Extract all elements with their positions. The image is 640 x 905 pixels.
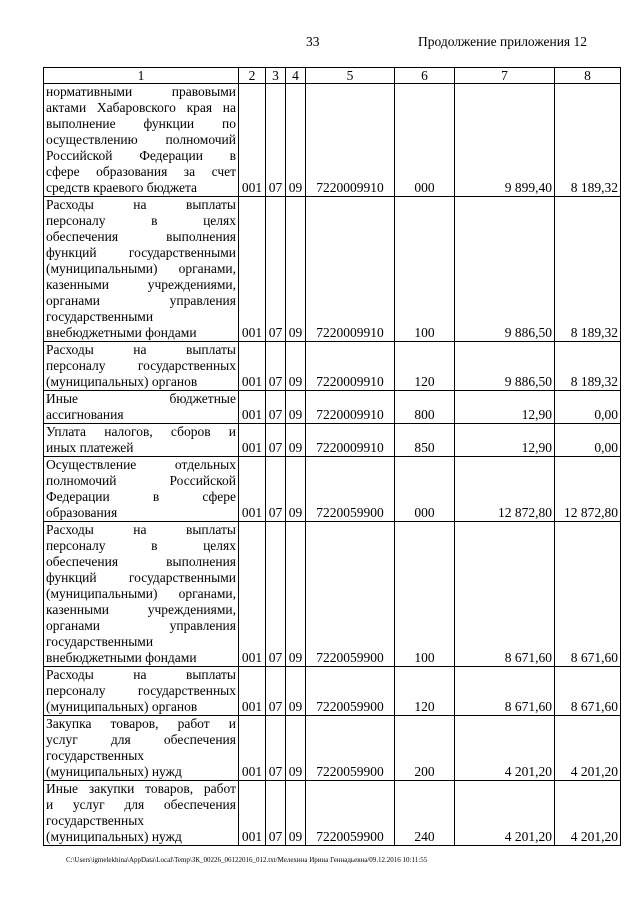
column-number-2: 2: [239, 68, 266, 84]
table-row: [44, 781, 621, 846]
amount-executed: 4 201,20: [555, 716, 621, 781]
amount-planned: 8 671,60: [455, 522, 555, 667]
description-line: персоналу в целях: [46, 538, 236, 553]
ministry-code: 001: [239, 84, 266, 197]
section-code: 07: [266, 716, 286, 781]
row-description: [44, 424, 239, 457]
target-article-code: 7220009910: [306, 84, 395, 197]
amount-planned: 12,90: [455, 391, 555, 424]
column-number-8: 8: [555, 68, 621, 84]
subsection-code: 09: [286, 781, 306, 846]
description-line: Расходы на выплаты: [46, 197, 236, 212]
description-line: Федерации в сфере: [46, 489, 236, 504]
row-description: [44, 84, 239, 197]
description-line: (муниципальных) нужд: [46, 829, 182, 844]
description-line: государственными: [46, 309, 154, 324]
description-line: казенными учреждениями,: [46, 277, 236, 292]
amount-planned: 12,90: [455, 424, 555, 457]
expense-type-code: 100: [395, 197, 455, 342]
description-line: внебюджетными фондами: [46, 325, 197, 340]
row-description: [44, 457, 239, 522]
description-line: Российской Федерации в: [46, 148, 236, 163]
subsection-code: 09: [286, 391, 306, 424]
expense-type-code: 850: [395, 424, 455, 457]
section-code: 07: [266, 197, 286, 342]
subsection-code: 09: [286, 84, 306, 197]
subsection-code: 09: [286, 457, 306, 522]
table-row: [44, 457, 621, 522]
description-line: актами Хабаровского края на: [46, 100, 236, 115]
target-article-code: 7220059900: [306, 667, 395, 716]
ministry-code: 001: [239, 342, 266, 391]
ministry-code: 001: [239, 391, 266, 424]
description-line: средств краевого бюджета: [46, 180, 198, 195]
section-code: 07: [266, 391, 286, 424]
amount-planned: 4 201,20: [455, 716, 555, 781]
expense-type-code: 000: [395, 457, 455, 522]
table-row: [44, 197, 621, 342]
description-line: Уплата налогов, сборов и: [46, 424, 236, 439]
table-row: [44, 84, 621, 197]
target-article-code: 7220059900: [306, 457, 395, 522]
ministry-code: 001: [239, 667, 266, 716]
target-article-code: 7220009910: [306, 197, 395, 342]
footer-file-path: C:\Users\igmelekhina\AppData\Local\Temp\ЗК_00226_06122016_012.txt/Мелехина Ирина Геннадьевна/09.12.2016 10:11:55: [66, 856, 428, 864]
amount-executed: 8 671,60: [555, 522, 621, 667]
subsection-code: 09: [286, 342, 306, 391]
expense-type-code: 100: [395, 522, 455, 667]
column-number-5: 5: [306, 68, 395, 84]
amount-planned: 9 886,50: [455, 342, 555, 391]
row-description: [44, 391, 239, 424]
amount-planned: 12 872,80: [455, 457, 555, 522]
description-line: государственных: [46, 748, 145, 763]
description-line: образования: [46, 505, 118, 520]
description-line: органами управления: [46, 293, 236, 308]
description-line: услуг для обеспечения: [46, 732, 236, 747]
column-number-6: 6: [395, 68, 455, 84]
subsection-code: 09: [286, 197, 306, 342]
subsection-code: 09: [286, 522, 306, 667]
column-number-4: 4: [286, 68, 306, 84]
description-line: казенными учреждениями,: [46, 602, 236, 617]
section-code: 07: [266, 342, 286, 391]
appendix-note: Продолжение приложения 12: [418, 34, 588, 49]
table-row: [44, 522, 621, 667]
description-line: ассигнования: [46, 407, 124, 422]
description-line: осуществлению полномочий: [46, 132, 236, 147]
target-article-code: 7220009910: [306, 391, 395, 424]
column-number-7: 7: [455, 68, 555, 84]
amount-planned: 4 201,20: [455, 781, 555, 846]
ministry-code: 001: [239, 197, 266, 342]
table-body: [44, 84, 621, 846]
column-number-1: 1: [44, 68, 239, 84]
expense-type-code: 000: [395, 84, 455, 197]
budget-table: [43, 67, 621, 846]
description-line: выполнение функции по: [46, 116, 236, 131]
expense-type-code: 240: [395, 781, 455, 846]
target-article-code: 7220009910: [306, 424, 395, 457]
description-line: (муниципальными) органами,: [46, 586, 236, 601]
ministry-code: 001: [239, 716, 266, 781]
row-description: [44, 781, 239, 846]
description-line: персоналу государственных: [46, 683, 236, 698]
description-line: Расходы на выплаты: [46, 667, 236, 682]
description-line: государственными: [46, 634, 154, 649]
row-description: [44, 522, 239, 667]
description-line: полномочий Российской: [46, 473, 236, 488]
description-line: сфере образования за счет: [46, 164, 236, 179]
column-number-row: [44, 68, 621, 84]
ministry-code: 001: [239, 781, 266, 846]
section-code: 07: [266, 667, 286, 716]
description-line: иных платежей: [46, 440, 134, 455]
target-article-code: 7220059900: [306, 781, 395, 846]
section-code: 07: [266, 522, 286, 667]
section-code: 07: [266, 781, 286, 846]
row-description: [44, 716, 239, 781]
description-line: внебюджетными фондами: [46, 650, 197, 665]
page-number: 33: [306, 34, 320, 49]
amount-executed: 0,00: [555, 424, 621, 457]
description-line: персоналу в целях: [46, 213, 236, 228]
amount-executed: 8 189,32: [555, 342, 621, 391]
section-code: 07: [266, 424, 286, 457]
amount-executed: 12 872,80: [555, 457, 621, 522]
row-description: [44, 197, 239, 342]
amount-executed: 8 671,60: [555, 667, 621, 716]
amount-planned: 9 886,50: [455, 197, 555, 342]
description-line: (муниципальных) органов: [46, 374, 198, 389]
table-row: [44, 391, 621, 424]
amount-executed: 8 189,32: [555, 197, 621, 342]
description-line: обеспечения выполнения: [46, 554, 236, 569]
description-line: Расходы на выплаты: [46, 522, 236, 537]
description-line: Закупка товаров, работ и: [46, 716, 236, 731]
expense-type-code: 120: [395, 342, 455, 391]
target-article-code: 7220059900: [306, 522, 395, 667]
subsection-code: 09: [286, 716, 306, 781]
expense-type-code: 800: [395, 391, 455, 424]
expense-type-code: 200: [395, 716, 455, 781]
ministry-code: 001: [239, 457, 266, 522]
amount-executed: 8 189,32: [555, 84, 621, 197]
description-line: (муниципальными) органами,: [46, 261, 236, 276]
ministry-code: 001: [239, 522, 266, 667]
description-line: Расходы на выплаты: [46, 342, 236, 357]
target-article-code: 7220009910: [306, 342, 395, 391]
description-line: государственных: [46, 813, 145, 828]
description-line: Иные закупки товаров, работ: [46, 781, 236, 796]
description-line: (муниципальных) органов: [46, 699, 198, 714]
table-row: [44, 342, 621, 391]
description-line: (муниципальных) нужд: [46, 764, 182, 779]
description-line: функций государственными: [46, 245, 236, 260]
description-line: персоналу государственных: [46, 358, 236, 373]
amount-executed: 4 201,20: [555, 781, 621, 846]
description-line: Осуществление отдельных: [46, 457, 236, 472]
column-number-3: 3: [266, 68, 286, 84]
target-article-code: 7220059900: [306, 716, 395, 781]
ministry-code: 001: [239, 424, 266, 457]
amount-executed: 0,00: [555, 391, 621, 424]
table-row: [44, 424, 621, 457]
description-line: органами управления: [46, 618, 236, 633]
section-code: 07: [266, 84, 286, 197]
description-line: обеспечения выполнения: [46, 229, 236, 244]
row-description: [44, 667, 239, 716]
table-row: [44, 667, 621, 716]
subsection-code: 09: [286, 424, 306, 457]
description-line: и услуг для обеспечения: [46, 797, 236, 812]
table-row: [44, 716, 621, 781]
subsection-code: 09: [286, 667, 306, 716]
description-line: нормативными правовыми: [46, 84, 236, 99]
row-description: [44, 342, 239, 391]
section-code: 07: [266, 457, 286, 522]
amount-planned: 9 899,40: [455, 84, 555, 197]
description-line: функций государственными: [46, 570, 236, 585]
amount-planned: 8 671,60: [455, 667, 555, 716]
description-line: Иные бюджетные: [46, 391, 236, 406]
expense-type-code: 120: [395, 667, 455, 716]
